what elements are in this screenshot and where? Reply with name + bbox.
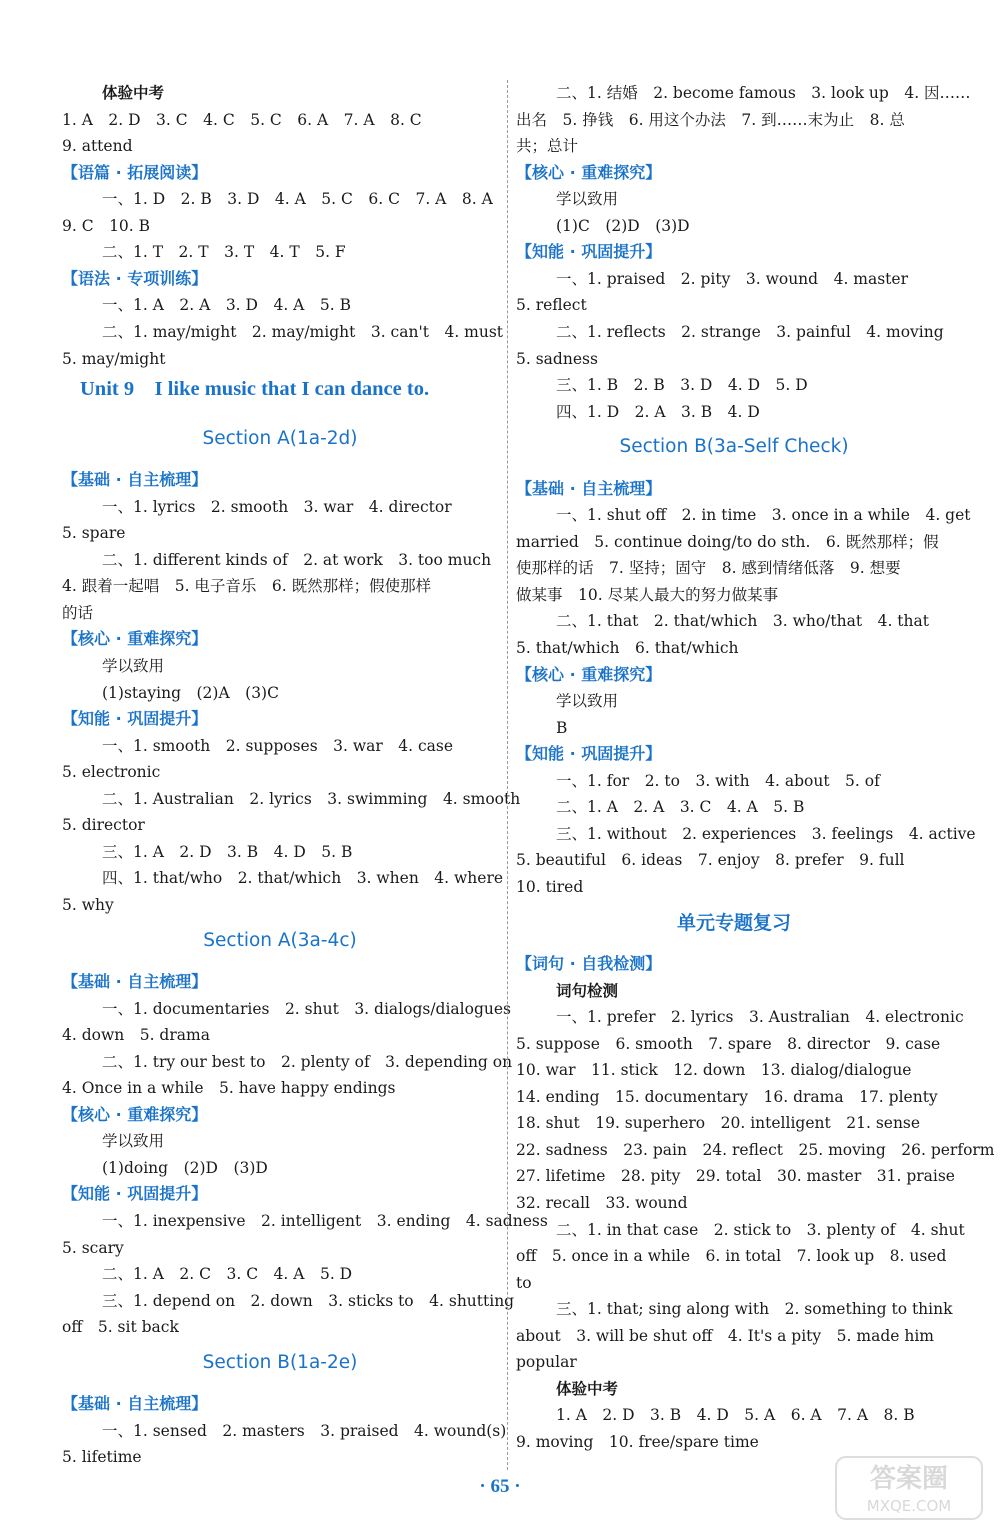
answer-line: 学以致用 [556, 190, 619, 209]
section-tag: 【知能 · 巩固提升】 [516, 242, 662, 262]
section-tag: 【核心 · 重难探究】 [516, 162, 662, 182]
answer-line: 一、1. A 2. A 3. D 4. A 5. B [102, 296, 351, 315]
subheading: 体验中考 [102, 83, 165, 102]
answer-line: 5. sadness [516, 349, 598, 368]
answer-line: 一、1. documentaries 2. shut 3. dialogs/dialogues [102, 999, 511, 1018]
answer-line: 四、1. D 2. A 3. B 4. D [556, 402, 760, 421]
answer-line: 22. sadness 23. pain 24. reflect 25. moving 26. perform [516, 1140, 995, 1159]
answer-line: 三、1. without 2. experiences 3. feelings 4. active [556, 824, 976, 843]
section-heading: Section A(1a-2d) [202, 427, 358, 449]
answer-line: 5. reflect [516, 296, 587, 315]
answer-line: 一、1. sensed 2. masters 3. praised 4. wound(s) [102, 1421, 507, 1440]
answer-line: 9. attend [62, 137, 133, 156]
section-tag: 【基础 · 自主梳理】 [62, 972, 208, 992]
section-tag: 【词句 · 自我检测】 [516, 954, 662, 974]
section-tag: 【基础 · 自主梳理】 [62, 1394, 208, 1414]
answer-line: B [556, 718, 568, 737]
answer-line: (1)staying (2)A (3)C [102, 683, 279, 702]
answer-line: 的话 [62, 603, 94, 622]
answer-line: 学以致用 [102, 657, 165, 675]
answer-line: 一、1. smooth 2. supposes 3. war 4. case [102, 736, 454, 755]
answer-line: 5. that/which 6. that/which [516, 639, 739, 657]
answer-line: 学以致用 [556, 692, 619, 711]
section-tag: 【基础 · 自主梳理】 [62, 470, 208, 490]
section-heading: Section A(3a-4c) [203, 929, 357, 951]
section-tag: 【知能 · 巩固提升】 [62, 709, 208, 729]
answer-line: 一、1. shut off 2. in time 3. once in a while 4. get [556, 506, 971, 525]
answer-line: 二、1. reflects 2. strange 3. painful 4. moving [556, 322, 944, 341]
subheading: 词句检测 [556, 980, 619, 1000]
answer-line: 一、1. inexpensive 2. intelligent 3. ending 4. sadness [102, 1212, 548, 1230]
answer-line: 一、1. D 2. B 3. D 4. A 5. C 6. C 7. A 8. A [102, 190, 493, 209]
answer-line: 二、1. A 2. A 3. C 4. A 5. B [556, 798, 805, 817]
column-divider [507, 80, 508, 1470]
answer-line: 5. beautiful 6. ideas 7. enjoy 8. prefer 9. full [516, 851, 905, 870]
answer-line: 14. ending 15. documentary 16. drama 17. plenty [516, 1087, 938, 1106]
answer-line: 4. 跟着一起唱 5. 电子音乐 6. 既然那样；假使那样 [62, 577, 432, 596]
answer-line: 9. moving 10. free/spare time [516, 1432, 759, 1451]
answer-line: 二、1. in that case 2. stick to 3. plenty of 4. shut [556, 1220, 965, 1239]
section-tag: 【核心 · 重难探究】 [62, 629, 208, 649]
answer-line: about 3. will be shut off 4. It's a pity 5. made him [516, 1326, 934, 1345]
section-tag: 【知能 · 巩固提升】 [62, 1184, 208, 1204]
answer-line: off 5. once in a while 6. in total 7. look up 8. used [516, 1247, 947, 1266]
answer-line: 5. director [62, 816, 145, 835]
answer-line: off 5. sit back [62, 1318, 179, 1337]
section-tag: 【知能 · 巩固提升】 [516, 744, 662, 764]
answer-line: 做某事 10. 尽某人最大的努力做某事 [516, 585, 779, 604]
answer-line: 一、1. for 2. to 3. with 4. about 5. of [556, 771, 880, 790]
answer-line: 一、1. prefer 2. lyrics 3. Australian 4. electronic [556, 1008, 964, 1027]
section-tag: 【语篇 · 拓展阅读】 [62, 162, 208, 182]
answer-line: 二、1. Australian 2. lyrics 3. swimming 4. smooth [102, 789, 521, 808]
answer-line: 二、1. may/might 2. may/might 3. can't 4. must [102, 322, 504, 341]
answer-line: 三、1. depend on 2. down 3. sticks to 4. shutting [102, 1291, 515, 1310]
answer-line: 二、1. try our best to 2. plenty of 3. depending on [102, 1052, 513, 1071]
answer-line: 二、1. that 2. that/which 3. who/that 4. that [556, 612, 929, 631]
answer-line: 使那样的话 7. 坚持；固守 8. 感到情绪低落 9. 想要 [516, 559, 901, 578]
answer-line: 10. war 11. stick 12. down 13. dialog/dialogue [516, 1061, 912, 1080]
answer-line: popular [516, 1353, 577, 1372]
section-heading: Section B(1a-2e) [202, 1351, 358, 1373]
answer-line: 5. scary [62, 1238, 124, 1257]
page-number: · 65 · [479, 1476, 521, 1497]
answer-line: 4. Once in a while 5. have happy endings [62, 1079, 396, 1098]
review-heading: 单元专题复习 [676, 911, 791, 934]
answer-line: 1. A 2. D 3. B 4. D 5. A 6. A 7. A 8. B [556, 1406, 915, 1425]
answer-line: 四、1. that/who 2. that/which 3. when 4. where [102, 869, 504, 888]
answer-line: 27. lifetime 28. pity 29. total 30. master 31. praise [516, 1167, 955, 1186]
section-tag: 【基础 · 自主梳理】 [516, 478, 662, 498]
section-heading: Section B(3a-Self Check) [619, 436, 849, 458]
unit-title: Unit 9 I like music that I can dance to. [80, 378, 430, 401]
answer-line: 出名 5. 挣钱 6. 用这个办法 7. 到……末为止 8. 总 [516, 110, 905, 129]
answer-line: 10. tired [516, 877, 584, 896]
section-tag: 【核心 · 重难探究】 [516, 664, 662, 684]
answer-line: 9. C 10. B [62, 216, 151, 235]
answer-line: 5. may/might [62, 349, 166, 368]
answer-line: (1)doing (2)D (3)D [102, 1158, 268, 1177]
answer-line: married 5. continue doing/to do sth. 6. 既然那样；假 [516, 532, 939, 551]
answer-line: 二、1. T 2. T 3. T 4. T 5. F [102, 243, 346, 262]
answer-line: 1. A 2. D 3. C 4. C 5. C 6. A 7. A 8. C [62, 110, 422, 129]
answer-line: 5. electronic [62, 763, 161, 782]
subheading: 体验中考 [556, 1378, 619, 1398]
answer-line: 一、1. praised 2. pity 3. wound 4. master [556, 269, 908, 288]
answer-line: 4. down 5. drama [62, 1026, 210, 1045]
answer-line: 二、1. A 2. C 3. C 4. A 5. D [102, 1265, 353, 1284]
answer-line: 5. spare [62, 524, 126, 543]
answer-line: 三、1. that; sing along with 2. something to think [556, 1300, 953, 1319]
answer-line: 5. why [62, 895, 114, 914]
section-tag: 【语法 · 专项训练】 [62, 268, 208, 288]
answer-line: 二、1. 结婚 2. become famous 3. look up 4. 因…… [556, 84, 971, 102]
answer-line: 三、1. B 2. B 3. D 4. D 5. D [556, 376, 808, 395]
answer-line: 二、1. different kinds of 2. at work 3. too much [102, 550, 492, 569]
answer-line: 三、1. A 2. D 3. B 4. D 5. B [102, 842, 353, 861]
svg-text:MXQE.COM: MXQE.COM [866, 1497, 952, 1515]
answer-line: 学以致用 [102, 1132, 165, 1151]
answer-line: 一、1. lyrics 2. smooth 3. war 4. director [102, 497, 452, 516]
section-tag: 【核心 · 重难探究】 [62, 1104, 208, 1124]
watermark-logo [834, 1453, 984, 1523]
answer-line: 18. shut 19. superhero 20. intelligent 21. sense [516, 1114, 921, 1133]
answer-line: 5. lifetime [62, 1448, 142, 1467]
answer-line: 共；总计 [516, 137, 579, 156]
svg-text:答案圈: 答案圈 [869, 1464, 949, 1494]
answer-line: 32. recall 33. wound [516, 1194, 688, 1212]
answer-line: (1)C (2)D (3)D [556, 216, 690, 235]
answer-line: to [516, 1273, 532, 1292]
answer-line: 5. suppose 6. smooth 7. spare 8. director 9. case [516, 1034, 941, 1053]
